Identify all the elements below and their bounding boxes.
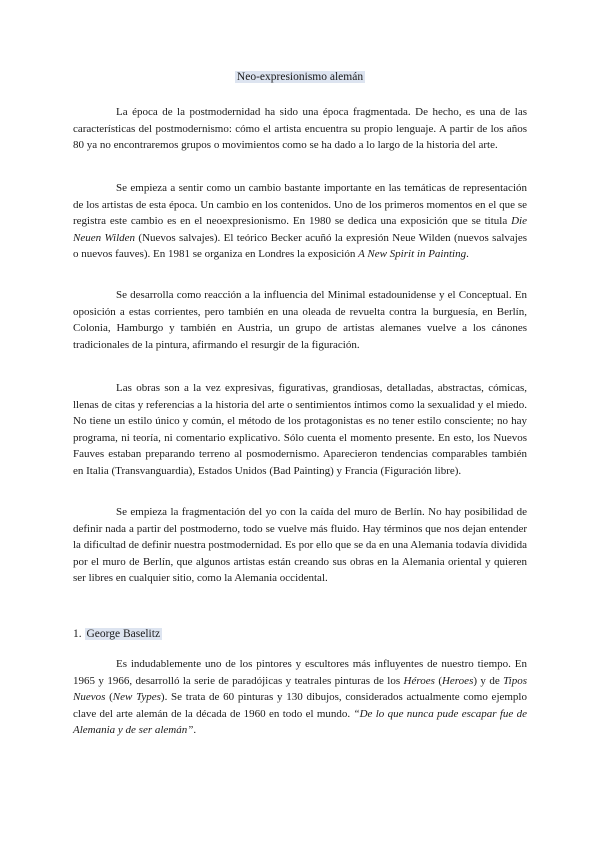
paragraph-baselitz — [73, 656, 527, 739]
p6-text-c: ( — [434, 674, 442, 687]
p6-text-a: Es indudablemente uno de los pintores y escultores más influyentes de nuestro tiempo. En 1965 y 1966, desarrolló la serie de paradójicas y teatrales pinturas de los — [73, 658, 527, 687]
p6-quote: “De lo que nunca pude escapar fue de Alemania y de ser alemán” — [73, 707, 527, 737]
paragraph-neoexpressionism — [73, 180, 527, 263]
p2-exhibition-new-spirit: A New Spirit in Painting — [358, 248, 467, 261]
p2-text-c: (Nuevos salvajes). El teórico Becker acuñó la expresión Neue Wilden (nuevos salvajes o nuevos fauves). En 1981 se organiza en Londres la exposición — [73, 231, 528, 261]
paragraph-berlin-wall: Se empieza la fragmentación del yo con la caída del muro de Berlín. No hay posibilidad de definir nada a partir del postmoderno, todo se vuelve más fluido. Hay términos que nos dejan entender la dificultad de definir nuestra postmodernidad. Es por ello que se da en una Alemania todavía dividida por el muro de Berlín, que algunos artistas están creando sus obras en la Alemania oriental y quieren ser libres en cualquier sitio, como la Alemania occidental. — [73, 506, 527, 585]
paragraph-reaction-minimal: Se desarrolla como reacción a la influencia del Minimal estadounidense y el Conceptual. En oposición a estas corrientes, pero también en una oleada de revuelta contra la burguesía, en Berlín, Colonia, Hamburgo y también en Austria, un grupo de artistas alemanes vuelve a los cánones tradicionales de la pintura, afirmando el resurgir de la figuración. — [73, 289, 527, 351]
p6-new-types-es: Tipos Nuevos — [73, 674, 527, 704]
section-number: 1. — [73, 628, 85, 640]
section-name: George Baselitz — [86, 628, 161, 640]
p6-text-g: ( — [105, 691, 113, 704]
paragraph-works: Las obras son a la vez expresivas, figurativas, grandiosas, detalladas, abstractas, cómicas, llenas de citas y referencias a la historia del arte o sentimientos íntimos como la sexualidad y el miedo. No tiene un estilo único y común, el método de los protagonistas es no tener estilo consciente; no hay programa, ni teoría, ni comentario explicativo. Sólo cuenta el momento presente. En esto, los Nuevos Fauves estaban preparando terreno al posmodernismo. Aparecieron tendencias comparables también en Italia (Transvanguardia), Estados Unidos (Bad Painting) y Francia (Figuración libre). — [73, 382, 527, 477]
p6-heroes-en: Heroes — [441, 674, 474, 687]
p6-text-i: ). Se trata de 60 pinturas y 130 dibujos, considerados actualmente como ejemplo clave del arte alemán de la década de 1960 en todo el mundo. — [73, 691, 527, 720]
document-title — [0, 69, 600, 85]
p2-exhibition-die-neuen-wilden: Die Neuen Wilden — [73, 215, 527, 244]
p6-new-types-en: New Types — [112, 691, 161, 704]
section-heading-baselitz — [73, 626, 162, 642]
p2-text-a: Se empieza a sentir como un cambio bastante importante en las temáticas de representación de los artistas de esta época. Un cambio en los contenidos. Uno de los primeros momentos en el que se registra este cambio es en el neoexpresionismo. En 1980 se dedica una exposición que se titula — [73, 182, 527, 228]
title-text: Neo-expresionismo alemán — [236, 71, 364, 83]
p6-heroes-es: Héroes — [403, 674, 435, 687]
p6-text-end: . — [193, 724, 197, 737]
p6-text-e: ) y de — [473, 674, 504, 687]
p2-text-e: . — [466, 248, 469, 261]
paragraph-postmodernity: La época de la postmodernidad ha sido una época fragmentada. De hecho, es una de las características del postmodernismo: cómo el artista encuentra su propio lenguaje. A partir de los años 80 ya no encontraremos grupos o movimientos como se ha dado a lo largo de la historia del arte. — [73, 106, 527, 152]
